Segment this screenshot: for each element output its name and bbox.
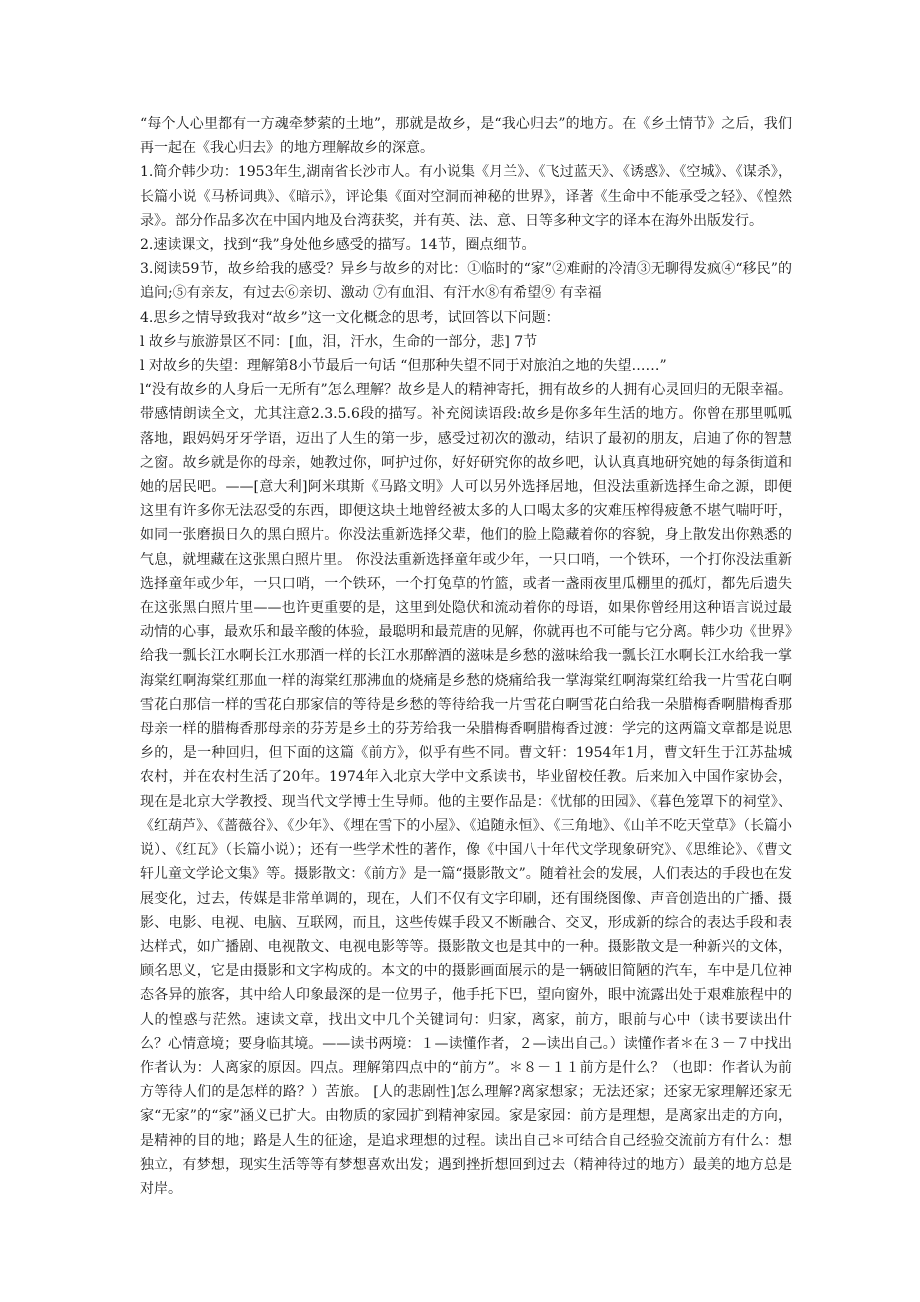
intro-paragraph: “每个人心里都有一方魂牵梦萦的土地”，那就是故乡，是“我心归去”的地方。在《乡土情节》之后，我们再一起在《我心归去》的地方理解故乡的深意。 (140, 116, 792, 157)
contrast-paragraph: 3.阅读59节，故乡给我的感受？异乡与故乡的对比：①临时的“家”②难耐的冷清③无聊得发疯④“移民”的追问;⑤有亲友，有过去⑥亲切、激动 ⑦有血泪、有汗水⑧有希望⑨ 有幸福 (140, 261, 792, 302)
question-item-paragraph: l 故乡与旅游景区不同：[血，泪，汗水，生命的一部分，悲] 7节 (140, 333, 538, 350)
author-intro-paragraph: 1.简介韩少功：1953年生,湖南省长沙市人。有小说集《月兰》、《飞过蓝天》、《诱惑》、《空城》、《谋杀》，长篇小说《马桥词典》、《暗示》，评论集《面对空洞而神秘的世界》，译著《生命中不能承受之轻》、《惶然录》。部分作品多次在中国内地及台湾获奖，并有英、法、意、日等多种文字的译本在海外出版发行。 (140, 164, 792, 229)
main-body-paragraph: l“没有故乡的人身后一无所有”怎么理解？故乡是人的精神寄托，拥有故乡的人拥有心灵回归的无限幸福。带感情朗读全文，尤其注意2.3.5.6段的描写。补充阅读语段:故乡是你多年生活的地方。你曾在那里呱呱落地，跟妈妈牙牙学语，迈出了人生的第一步，感受过初次的激动，结识了最初的朋友，启迪了你的智慧之窗。故乡就是你的母亲，她教过你，呵护过你，好好研究你的故乡吧，认认真真地研究她的每条街道和她的居民吧。——[意大利]阿米琪斯《马路文明》人可以另外选择居地，但没法重新选择生命之源，即便这里有许多你无法忍受的东西，即便这块土地曾经被太多的人口喝太多的灾难压榨得疲惫不堪气喘吁吁，如同一张磨损日久的黑白照片。你没法重新选择父辈，他们的脸上隐藏着你的容貌，身上散发出你熟悉的气息，就埋藏在这张黑白照片里。 你没法重新选择童年或少年，一只口哨，一个铁环，一个打你没法重新选择童年或少年，一只口哨，一个铁环，一个打兔草的竹篮，或者一盏雨夜里瓜棚里的孤灯，都先后遗失在这张黑白照片里——也许更重要的是，这里到处隐伏和流动着你的母语，如果你曾经用这种语言说过最动情的心事，最欢乐和最辛酸的体验，最聪明和最荒唐的见解，你就再也不可能与它分离。韩少功《世界》给我一瓢长江水啊长江水那酒一样的长江水那醉酒的滋味是乡愁的滋味给我一瓢长江水啊长江水给我一掌海棠红啊海棠红那血一样的海棠红那沸血的烧痛是乡愁的烧痛给我一掌海棠红啊海棠红给我一片雪花白啊雪花白那信一样的雪花白那家信的等待是乡愁的等待给我一片雪花白啊雪花白给我一朵腊梅香啊腊梅香那母亲一样的腊梅香那母亲的芬芳是乡土的芬芳给我一朵腊梅香啊腊梅香过渡：学完的这两篇文章都是说思乡的，是一种回归，但下面的这篇《前方》，似乎有些不同。曹文轩：1954年1月，曹文轩生于江苏盐城农村，并在农村生活了20年。1974年入北京大学中文系读书，毕业留校任教。后来加入中国作家协会，现在是北京大学教授、现当代文学博士生导师。他的主要作品是：《忧郁的田园》、《暮色笼罩下的祠堂》、《红葫芦》、《蔷薇谷》、《少年》、《埋在雪下的小屋》、《追随永恒》、《三角地》、《山羊不吃天堂草》（长篇小说）、《红瓦》（长篇小说）；还有一些学术性的著作，像《中国八十年代文学现象研究》、《思维论》、《曹文轩儿童文学论文集》等。摄影散文：《前方》是一篇“摄影散文”。随着社会的发展，人们表达的手段也在发展变化，过去，传媒是非常单调的，现在，人们不仅有文字印刷，还有围绕图像、声音创造出的广播、摄影、电影、电视、电脑、互联网，而且，这些传媒手段又不断融合、交叉，形成新的综合的表达手段和表达样式，如广播剧、电视散文、电视电影等等。摄影散文也是其中的一种。摄影散文是一种新兴的文体，顾名思义，它是由摄影和文字构成的。本文的中的摄影画面展示的是一辆破旧简陋的汽车，车中是几位神态各异的旅客，其中给人印象最深的是一位男子，他手托下巴，望向窗外，眼中流露出处于艰难旅程中的人的惶惑与茫然。速读文章，找出文中几个关键词句：归家，离家，前方，眼前与心中（读书要读出什么？心情意境；要身临其境。——读书两境：１—读懂作者，２—读出自己。）读懂作者＊在３－７中找出作者认为：人离家的原因。四点。理解第四点中的“前方”。＊８－１１前方是什么？（也即：作者认为前方等待人们的是怎样的路？）苦旅。 [人的悲剧性]怎么理解?离家想家；无法还家；还家无家理解还家无家“无家”的“家”涵义已扩大。由物质的家园扩到精神家园。家是家园：前方是理想，是离家出走的方向，是精神的目的地；路是人生的征途，是追求理想的过程。读出自己＊可结合自己经验交流前方有什么：想独立，有梦想，现实生活等等有梦想喜欢出发；遇到挫折想回到过去（精神待过的地方）最美的地方总是对岸。 (140, 382, 792, 1197)
question-item-paragraph: l 对故乡的失望：理解第8小节最后一句话 “但那种失望不同于对旅泊之地的失望……” (140, 358, 667, 375)
document-body (140, 112, 792, 1201)
questions-intro-paragraph: 4.思乡之情导致我对“故乡”这一文化概念的思考，试回答以下问题： (140, 309, 560, 326)
skim-reading-paragraph: 2.速读课文，找到“我”身处他乡感受的描写。14节，圈点细节。 (140, 237, 536, 254)
